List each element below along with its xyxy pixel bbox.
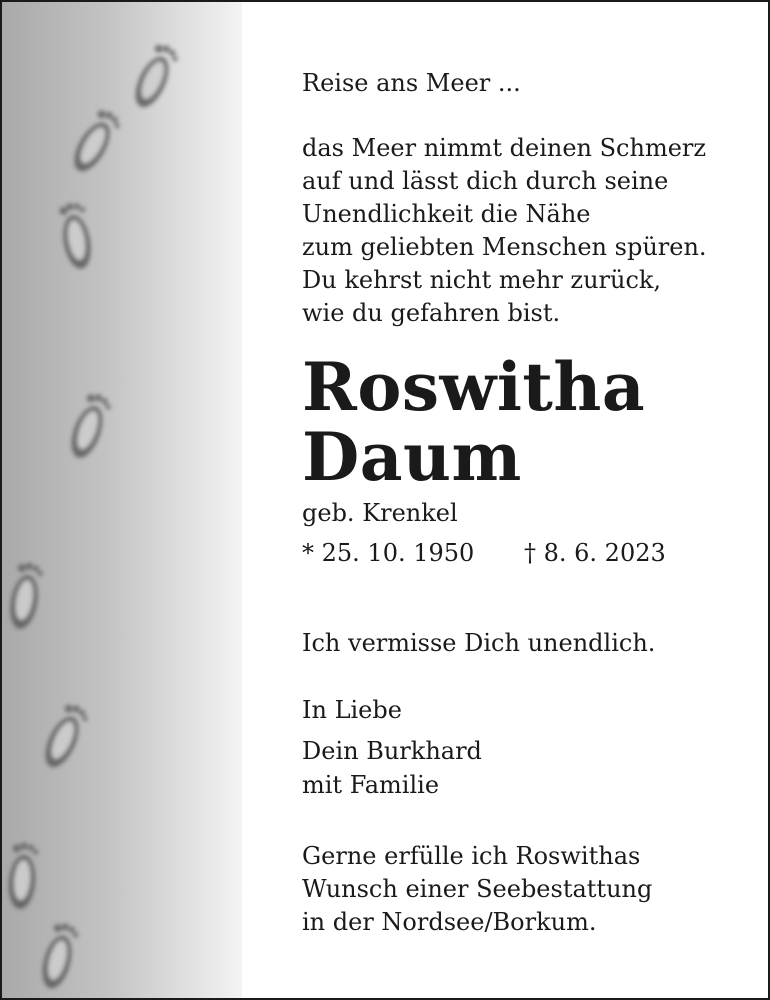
poem-line: Du kehrst nicht mehr zurück,	[302, 266, 662, 294]
poem-line: zum geliebten Menschen spüren.	[302, 233, 707, 261]
birth-name: geb. Krenkel	[302, 499, 458, 527]
life-dates	[302, 537, 752, 570]
last-name: Daum	[302, 418, 522, 496]
poem-heading: Reise ans Meer ...	[302, 69, 521, 97]
note-line: in der Nordsee/Borkum.	[302, 908, 597, 936]
poem-line: auf und lässt dich durch seine	[302, 167, 669, 195]
first-name: Roswitha	[302, 348, 646, 426]
poem-line: wie du gefahren bist.	[302, 299, 561, 327]
death-date: † 8. 6. 2023	[524, 539, 666, 567]
footprints-icon	[2, 2, 242, 998]
footprints-in-sand-image	[2, 2, 242, 998]
poem-line: das Meer nimmt deinen Schmerz	[302, 134, 707, 162]
signature-line: mit Familie	[302, 771, 440, 799]
signature-line: Dein Burkhard	[302, 737, 482, 765]
note-line: Wunsch einer Seebestattung	[302, 875, 653, 903]
birth-date: * 25. 10. 1950	[302, 539, 475, 567]
message: Ich vermisse Dich unendlich.	[302, 629, 656, 657]
signature-greeting: In Liebe	[302, 696, 402, 724]
poem-line: Unendlichkeit die Nähe	[302, 200, 591, 228]
note-line: Gerne erfülle ich Roswithas	[302, 842, 641, 870]
